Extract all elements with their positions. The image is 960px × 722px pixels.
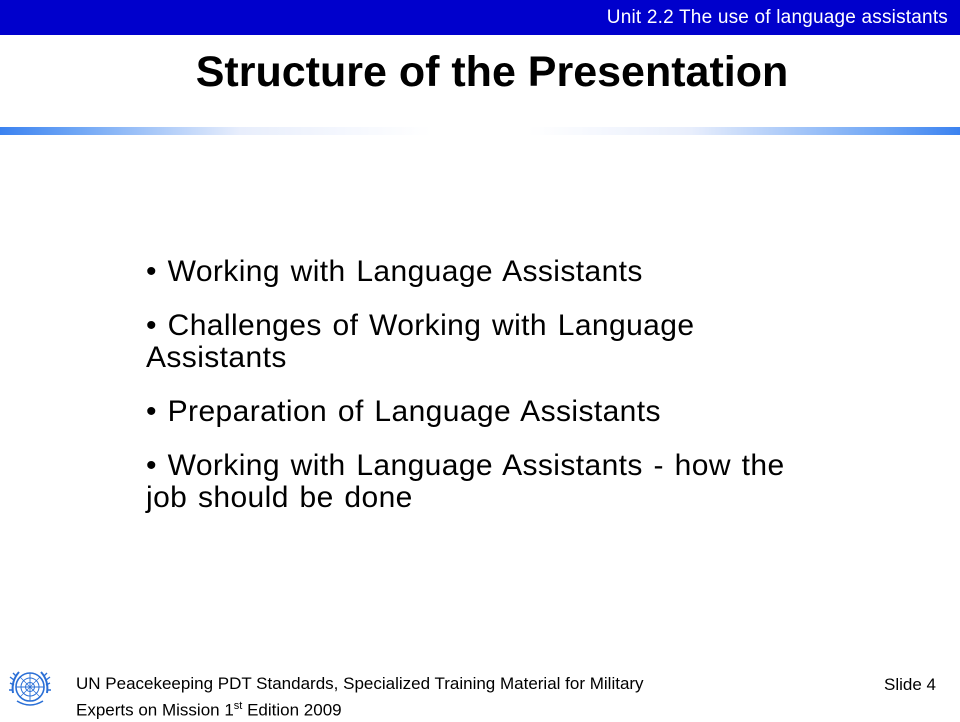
bullet-item: • Challenges of Working with Language Assistants [146,310,806,374]
bullet-item: • Working with Language Assistants [146,256,806,288]
bullet-list [146,256,806,536]
slide-title: Structure of the Presentation [195,48,789,96]
bullet-item: • Preparation of Language Assistants [146,396,806,428]
footer-line-2 [76,695,736,722]
footer-line-2-end: Edition 2009 [242,700,342,720]
header-bar [0,0,960,35]
footer-line-1: UN Peacekeeping PDT Standards, Specialized Training Material for Military [76,674,644,693]
footer-superscript: st [233,700,243,712]
un-emblem-icon [5,663,55,713]
unit-label: Unit 2.2 The use of language assistants [606,7,948,28]
title-divider [0,127,960,135]
bullet-item: • Working with Language Assistants - how the job should be done [146,450,806,514]
footer-line-2-main: Experts on Mission 1 [76,700,234,720]
footer-text [76,673,736,722]
slide-number: Slide 4 [884,675,936,694]
